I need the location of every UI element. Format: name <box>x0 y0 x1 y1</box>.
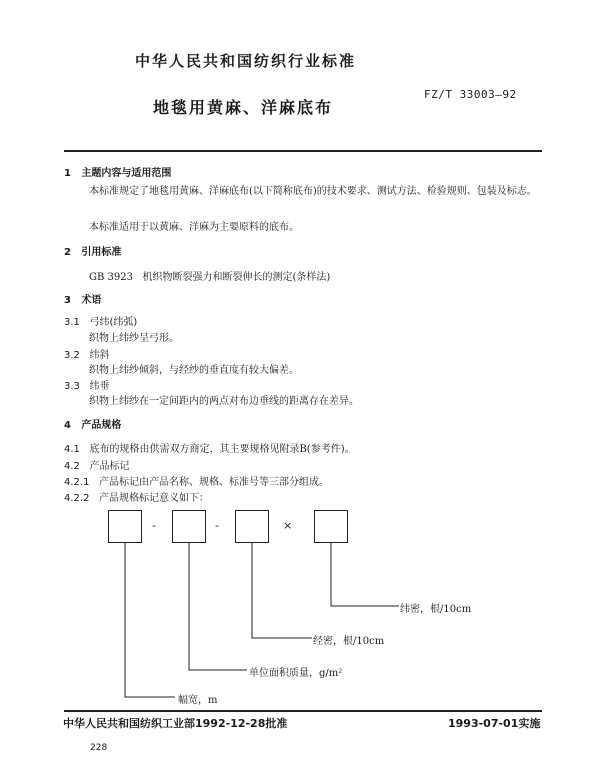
reference-title: 机织物断裂强力和断裂伸长的测定(条样法) <box>142 272 331 283</box>
mass-leader-line <box>189 543 247 670</box>
label-warp-density: 经密，根/10cm <box>313 636 385 647</box>
term-title: 弓纬(纬弧) <box>89 317 138 328</box>
weft-leader-line <box>331 543 399 606</box>
term-definition: 织物上纬纱倾斜，与经纱的垂直度有较大偏差。 <box>89 365 299 376</box>
term-title: 纬斜 <box>89 350 110 361</box>
clause-number: 4.2 <box>64 461 80 472</box>
standard-number: FZ/T 33003—92 <box>424 88 517 101</box>
paragraph: 本标准适用于以黄麻、洋麻为主要原料的底布。 <box>89 222 299 233</box>
approval-line: 中华人民共和国纺织工业部1992-12-28批准 <box>63 717 288 730</box>
clause-text: 产品标记由产品名称、规格、标准号等三部分组成。 <box>99 477 329 488</box>
warp-leader-line <box>252 543 312 638</box>
document-title: 地毯用黄麻、洋麻底布 <box>153 98 334 117</box>
clause-number: 3.3 <box>64 381 80 392</box>
clause-number: 4.1 <box>64 444 80 455</box>
term-definition: 织物上纬纱呈弓形。 <box>89 333 179 344</box>
label-weft-density: 纬密，根/10cm <box>400 604 472 615</box>
separator-dash: - <box>215 519 219 532</box>
org-title: 中华人民共和国纺织行业标准 <box>135 52 357 70</box>
width-leader-line <box>125 543 175 697</box>
label-unit-mass: 单位面积质量，g/m² <box>249 668 343 679</box>
section-number: 4 <box>64 420 71 431</box>
footer-rule <box>64 710 542 712</box>
reference-code: GB 3923 <box>89 272 133 283</box>
term-title: 纬垂 <box>89 381 110 392</box>
term-definition: 织物上纬纱在一定间距内的两点对布边垂线的距离存在差异。 <box>89 396 359 407</box>
clause-text: 产品标记 <box>89 461 130 472</box>
times-sign: × <box>283 519 293 532</box>
section-number: 2 <box>64 247 71 258</box>
section-number: 3 <box>64 295 71 306</box>
label-width: 幅宽，m <box>178 695 218 706</box>
section-title: 主题内容与适用范围 <box>81 168 172 179</box>
clause-text: 底布的规格由供需双方商定，其主要规格见附录B(参考件)。 <box>89 444 355 455</box>
clause-number: 4.2.2 <box>64 493 90 504</box>
clause-number: 3.1 <box>64 317 80 328</box>
section-title: 引用标准 <box>81 247 122 258</box>
separator-dash: - <box>152 519 156 532</box>
clause-number: 4.2.1 <box>64 477 90 488</box>
effective-date: 1993-07-01实施 <box>448 717 541 730</box>
clause-text: 产品规格标记意义如下： <box>99 493 209 504</box>
section-title: 术语 <box>81 295 102 306</box>
clause-number: 3.2 <box>64 350 80 361</box>
paragraph: 本标准规定了地毯用黄麻、洋麻底布(以下简称底布)的技术要求、测试方法、检验规则、包装及标志。 <box>89 186 537 197</box>
page-number: 228 <box>90 743 108 753</box>
section-title: 产品规格 <box>81 420 122 431</box>
section-number: 1 <box>64 168 71 179</box>
